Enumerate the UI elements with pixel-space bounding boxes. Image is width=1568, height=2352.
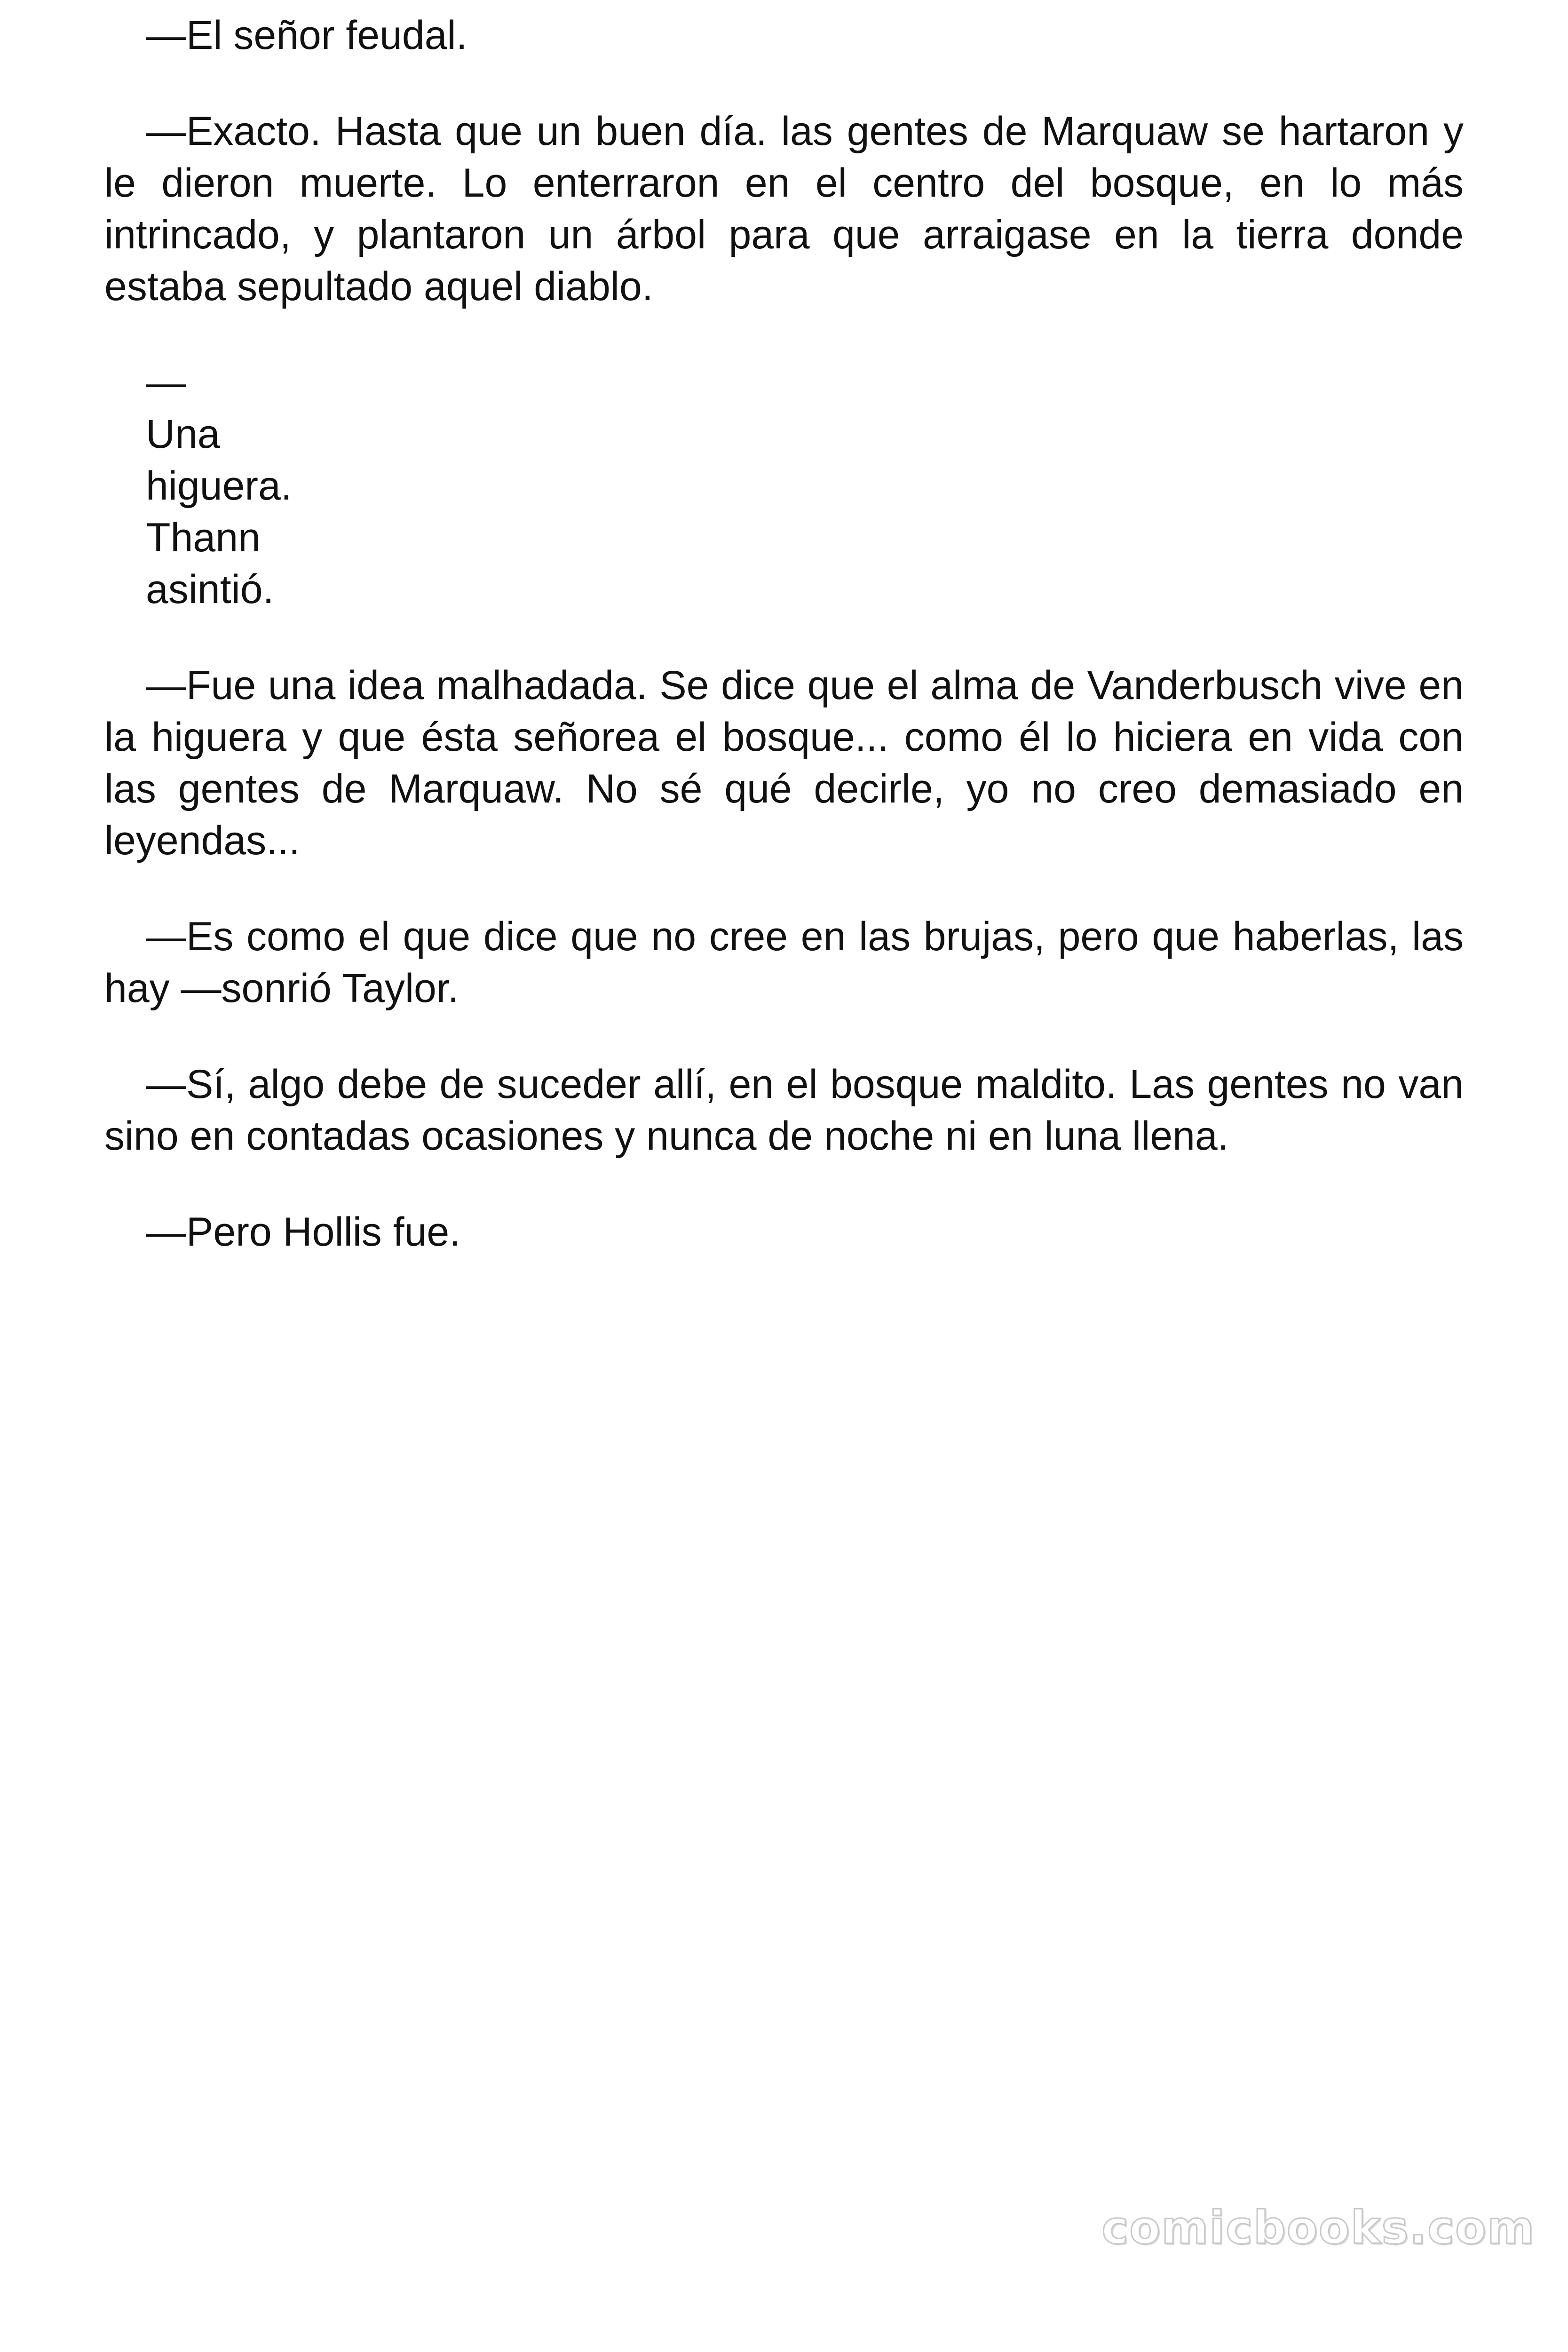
broken-paragraph xyxy=(146,357,1464,615)
paragraph-1: —El señor feudal. xyxy=(146,13,467,58)
broken-line: asintió. xyxy=(146,567,274,612)
paragraph-6: —Pero Hollis fue. xyxy=(146,1209,461,1255)
broken-line: higuera. xyxy=(146,463,292,509)
paragraph-4: —Es como el que dice que no cree en las brujas, pero que haberlas, las hay —sonrió Taylor. xyxy=(104,914,1464,1011)
broken-line: Thann xyxy=(146,515,261,560)
broken-line: Una xyxy=(146,412,220,457)
paragraph-5: —Sí, algo debe de suceder allí, en el bosque maldito. Las gentes no van sino en contadas ocasiones y nunca de noche ni en luna llena. xyxy=(104,1062,1464,1159)
watermark-logo: comicbooks.com xyxy=(1101,2201,1535,2254)
paragraph-3: —Fue una idea malhadada. Se dice que el alma de Vanderbusch vive en la higuera y que ésta señorea el bosque... como él lo hiciera en vida con las gentes de Marquaw. No sé qué decirle, yo no creo demasiado en leyendas... xyxy=(104,663,1464,863)
broken-line: — xyxy=(146,360,186,405)
paragraph-2: —Exacto. Hasta que un buen día. las gentes de Marquaw se hartaron y le dieron muerte. Lo enterraron en el centro del bosque, en lo más intrincado, y plantaron un árbol para que arraigase en la tierra donde estaba sepultado aquel diablo. xyxy=(104,109,1464,309)
text-column xyxy=(104,9,1464,1302)
